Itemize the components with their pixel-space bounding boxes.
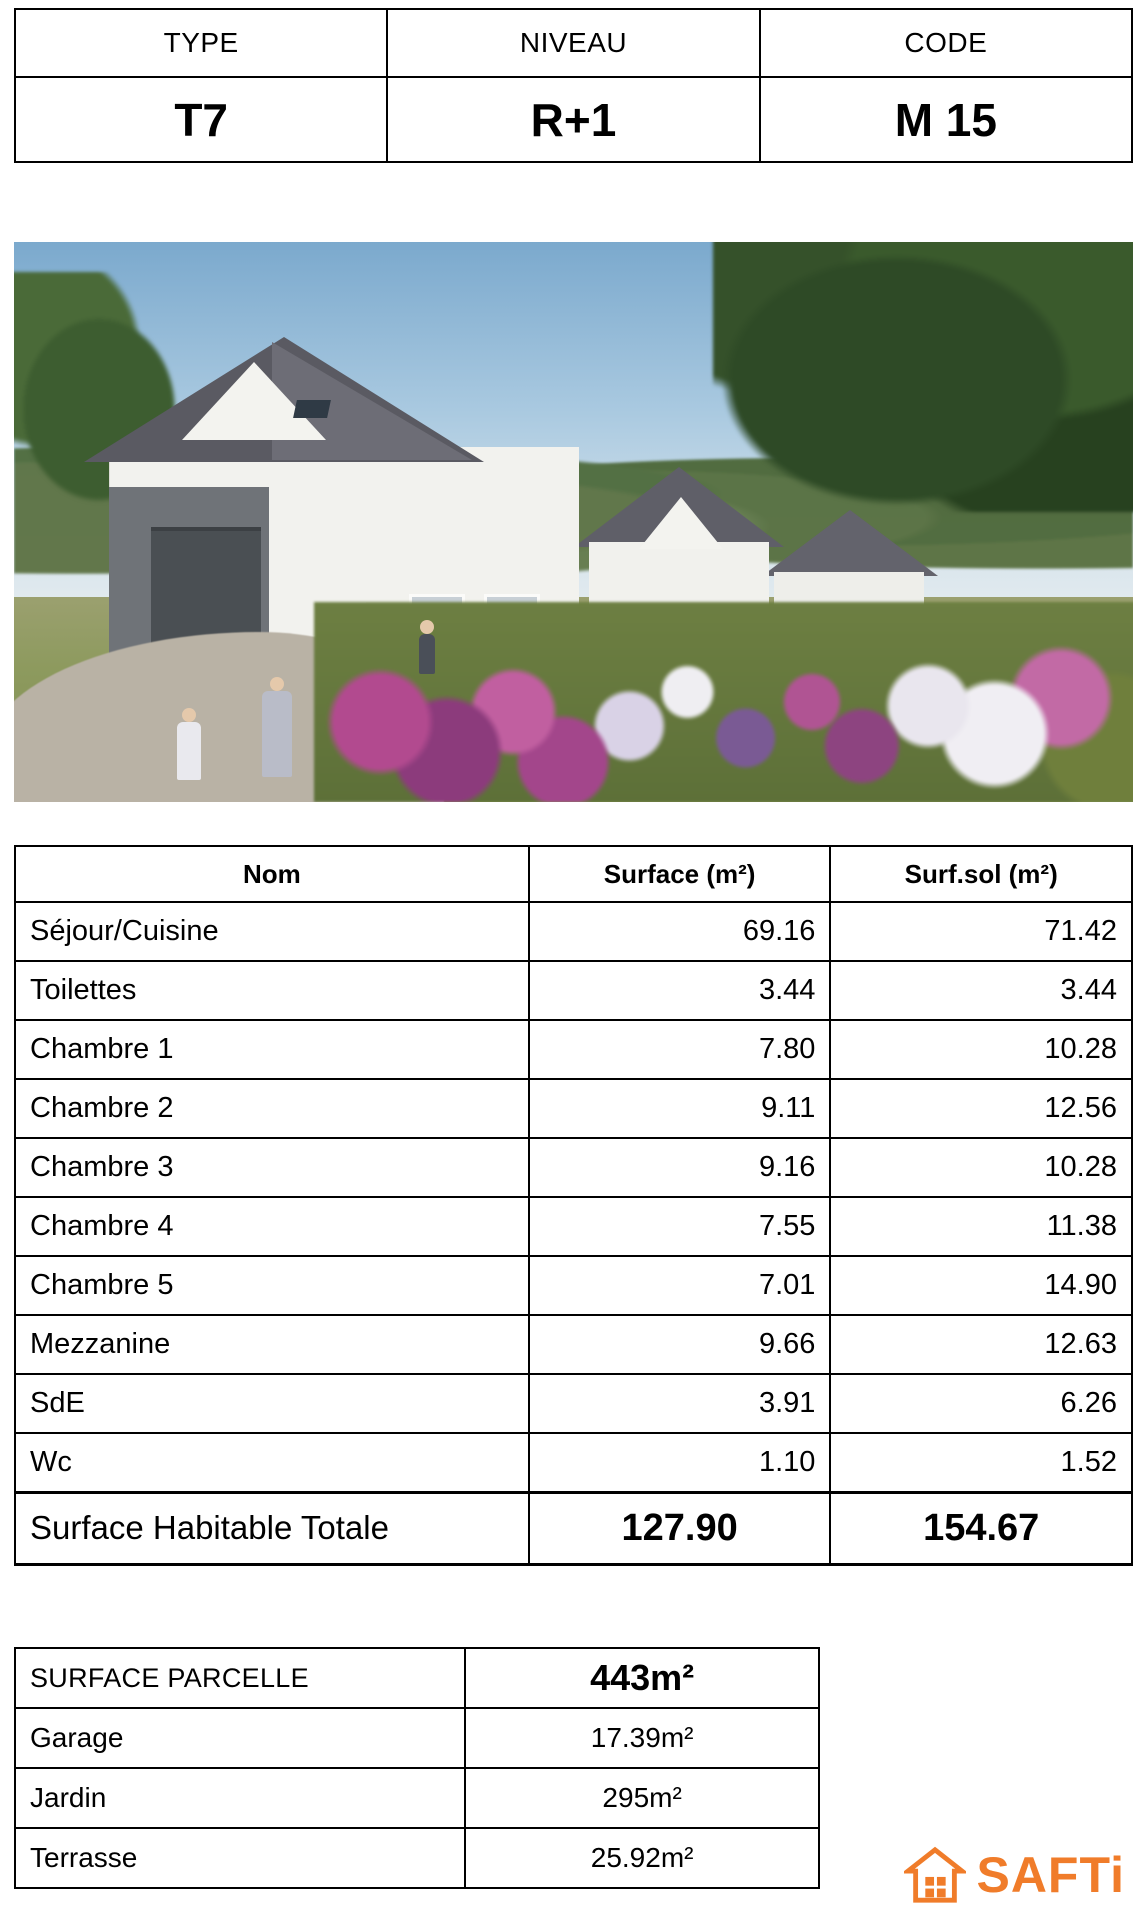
table-row: [15, 1020, 1132, 1079]
table-row: [15, 1708, 819, 1768]
room-surface: 1.10: [529, 1433, 831, 1492]
flower-garden: [314, 602, 1133, 802]
roof-house-3: [762, 510, 938, 576]
table-row: [15, 1256, 1132, 1315]
table-row: [15, 1315, 1132, 1374]
property-render-image: [14, 242, 1133, 802]
figure-woman: [262, 691, 292, 777]
parcel-value: 443m²: [465, 1648, 819, 1708]
parcel-table: [14, 1647, 820, 1889]
header-label-niveau: NIVEAU: [387, 9, 759, 77]
header-value-type: T7: [15, 77, 387, 162]
room-name: SdE: [15, 1374, 529, 1433]
room-surface: 7.55: [529, 1197, 831, 1256]
surfaces-table: [14, 845, 1133, 1566]
room-surfsol: 71.42: [830, 902, 1132, 961]
total-surfsol: 154.67: [830, 1492, 1132, 1564]
room-name: Chambre 3: [15, 1138, 529, 1197]
room-surfsol: 10.28: [830, 1138, 1132, 1197]
room-name: Chambre 4: [15, 1197, 529, 1256]
parcel-label: Terrasse: [15, 1828, 465, 1888]
header-label-type: TYPE: [15, 9, 387, 77]
room-surface: 9.11: [529, 1079, 831, 1138]
house-logo-icon: [904, 1844, 966, 1906]
parcel-value: 295m²: [465, 1768, 819, 1828]
table-row: [15, 961, 1132, 1020]
surfaces-table-head: [15, 846, 1132, 902]
table-row: [15, 1648, 819, 1708]
brand-name: SAFTi: [976, 1847, 1125, 1903]
page-right-margin: [1133, 0, 1147, 1920]
room-surfsol: 12.56: [830, 1079, 1132, 1138]
room-surface: 9.16: [529, 1138, 831, 1197]
room-surface: 7.01: [529, 1256, 831, 1315]
room-name: Mezzanine: [15, 1315, 529, 1374]
parcel-label: Jardin: [15, 1768, 465, 1828]
table-row: [15, 1828, 819, 1888]
room-name: Chambre 1: [15, 1020, 529, 1079]
dormer-house-2: [639, 497, 723, 549]
room-surfsol: 1.52: [830, 1433, 1132, 1492]
header-value-niveau: R+1: [387, 77, 759, 162]
skylight-window: [293, 400, 331, 418]
table-row: [15, 1079, 1132, 1138]
room-surfsol: 11.38: [830, 1197, 1132, 1256]
room-surfsol: 14.90: [830, 1256, 1132, 1315]
header-value-row: [15, 77, 1132, 162]
room-name: Chambre 5: [15, 1256, 529, 1315]
column-header-surfsol: Surf.sol (m²): [830, 846, 1132, 902]
room-surfsol: 12.63: [830, 1315, 1132, 1374]
figure-adult-background: [419, 634, 435, 674]
surfaces-table-body: [15, 902, 1132, 1564]
room-name: Chambre 2: [15, 1079, 529, 1138]
table-row: [15, 902, 1132, 961]
table-row: [15, 1433, 1132, 1492]
room-surfsol: 3.44: [830, 961, 1132, 1020]
table-row-total: [15, 1492, 1132, 1564]
total-surface: 127.90: [529, 1492, 831, 1564]
column-header-surface: Surface (m²): [529, 846, 831, 902]
room-surface: 69.16: [529, 902, 831, 961]
figure-child: [177, 722, 201, 780]
table-row: [15, 1374, 1132, 1433]
room-surface: 9.66: [529, 1315, 831, 1374]
column-header-nom: Nom: [15, 846, 529, 902]
room-surface: 3.44: [529, 961, 831, 1020]
table-row: [15, 1197, 1132, 1256]
parcel-value: 25.92m²: [465, 1828, 819, 1888]
room-surface: 7.80: [529, 1020, 831, 1079]
room-surfsol: 10.28: [830, 1020, 1132, 1079]
header-table: [14, 8, 1133, 163]
room-name: Toilettes: [15, 961, 529, 1020]
parcel-label: Garage: [15, 1708, 465, 1768]
header-value-code: M 15: [760, 77, 1132, 162]
room-surface: 3.91: [529, 1374, 831, 1433]
room-name: Wc: [15, 1433, 529, 1492]
header-label-code: CODE: [760, 9, 1132, 77]
header-label-row: [15, 9, 1132, 77]
brand-logo: [904, 1844, 1125, 1906]
room-surfsol: 6.26: [830, 1374, 1132, 1433]
total-label: Surface Habitable Totale: [15, 1492, 529, 1564]
parcel-value: 17.39m²: [465, 1708, 819, 1768]
table-row: [15, 1768, 819, 1828]
parcel-label: SURFACE PARCELLE: [15, 1648, 465, 1708]
table-row: [15, 1138, 1132, 1197]
room-name: Séjour/Cuisine: [15, 902, 529, 961]
